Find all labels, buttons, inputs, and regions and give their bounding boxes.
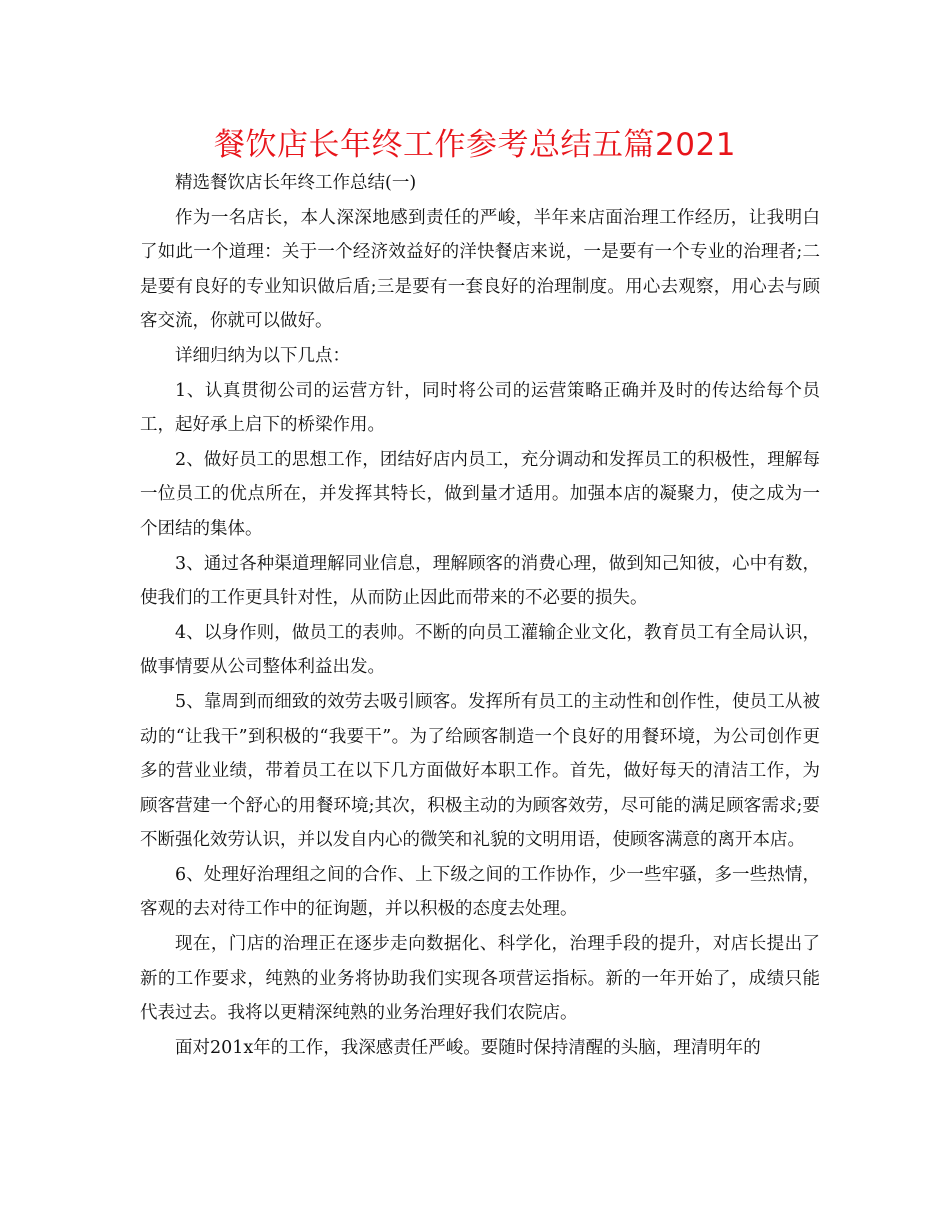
conclusion-paragraph: 现在，门店的治理正在逐步走向数据化、科学化，治理手段的提升，对店长提出了新的工作要求，纯熟的业务将协助我们实现各项营运指标。新的一年开始了，成绩只能代表过去。我将以更精深纯熟的业务治理好我们农院店。 (140, 934, 820, 1024)
point-3: 3、通过各种渠道理解同业信息，理解顾客的消费心理，做到知己知彼，心中有数，使我们的工作更具针对性，从而防止因此而带来的不必要的损失。 (140, 553, 820, 609)
document-title: 餐饮店长年终工作参考总结五篇2021 (214, 127, 736, 163)
point-4: 4、以身作则，做员工的表帅。不断的向员工灌输企业文化，教育员工有全局认识，做事情要从公司整体利益出发。 (140, 622, 820, 678)
point-2: 2、做好员工的思想工作，团结好店内员工，充分调动和发挥员工的积极性，理解每一位员工的优点所在，并发挥其特长，做到量才适用。加强本店的凝聚力，使之成为一个团结的集体。 (140, 449, 820, 539)
point-1: 1、认真贯彻公司的运营方针，同时将公司的运营策略正确并及时的传达给每个员工，起好承上启下的桥梁作用。 (140, 380, 820, 436)
document-body (140, 166, 820, 1065)
intro-paragraph: 作为一名店长，本人深深地感到责任的严峻，半年来店面治理工作经历，让我明白了如此一个道理：关于一个经济效益好的洋快餐店来说，一是要有一个专业的治理者;二是要有良好的专业知识做后盾;三是要有一套良好的治理制度。用心去观察，用心去与顾客交流，你就可以做好。 (140, 207, 820, 332)
outlook-paragraph: 面对201x年的工作，我深感责任严峻。要随时保持清醒的头脑，理清明年的 (175, 1037, 761, 1058)
point-5: 5、靠周到而细致的效劳去吸引顾客。发挥所有员工的主动性和创作性，使员工从被动的“让我干”到积极的“我要干”。为了给顾客制造一个良好的用餐环境，为公司创作更多的营业业绩，带着员工在以下几方面做好本职工作。首先，做好每天的清洁工作，为顾客营建一个舒心的用餐环境;其次，积极主动的为顾客效劳，尽可能的满足顾客需求;要不断强化效劳认识，并以发自内心的微笑和礼貌的文明用语，使顾客满意的离开本店。 (140, 691, 820, 851)
point-6: 6、处理好治理组之间的合作、上下级之间的工作协作，少一些牢骚，多一些热情，客观的去对待工作中的征询题，并以积极的态度去处理。 (140, 864, 820, 920)
section-heading: 精选餐饮店长年终工作总结(一) (175, 173, 417, 193)
summary-lead: 详细归纳为以下几点： (175, 345, 350, 366)
